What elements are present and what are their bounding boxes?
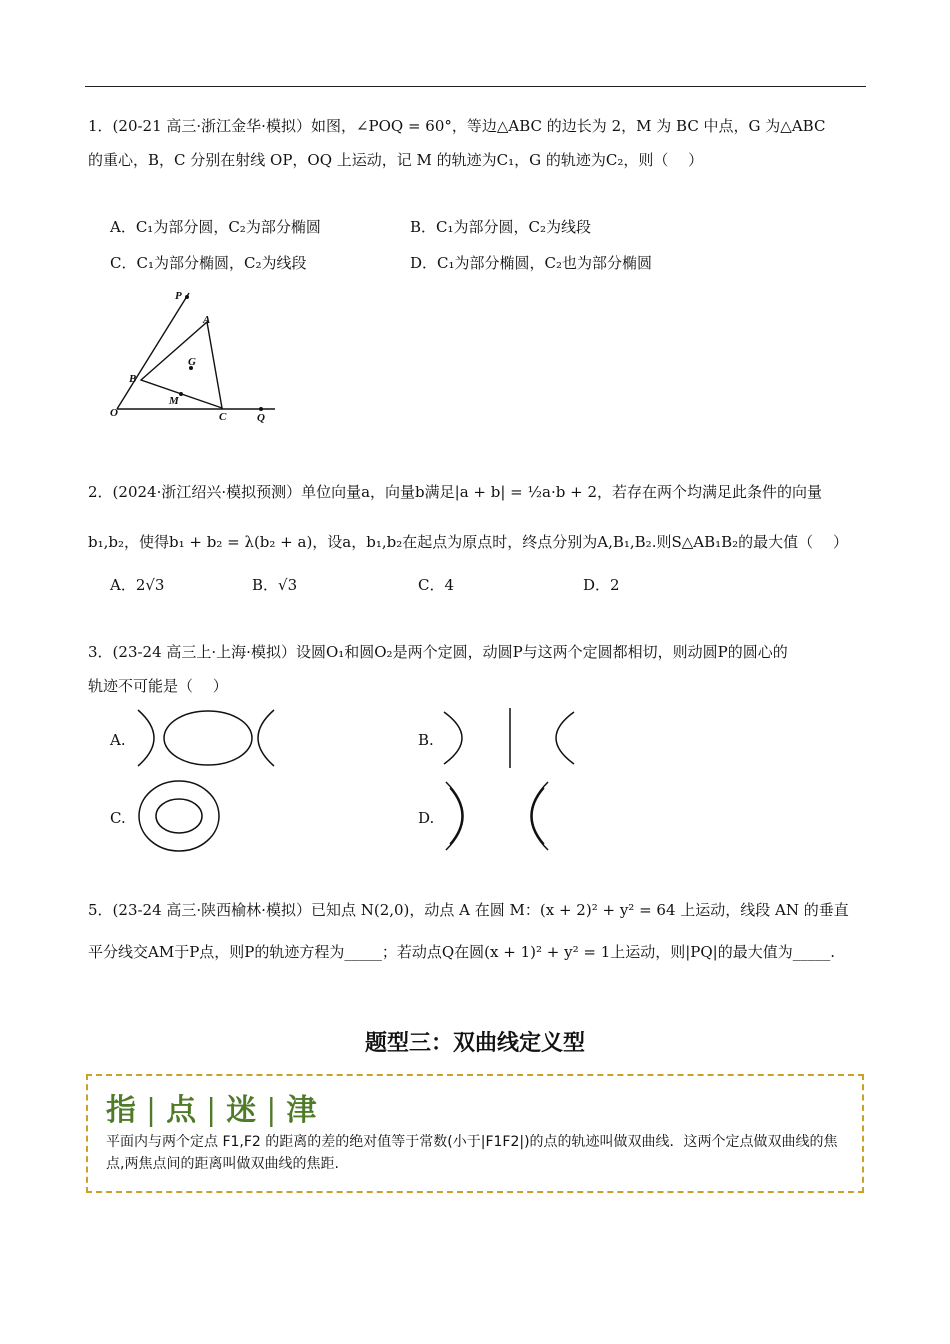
label-m: M: [169, 395, 179, 407]
q3-line-1: 3．(23-24 高三上·上海·模拟）设圆O₁和圆O₂是两个定圆，动圆P与这两个定圆都相切，则动圆P的圆心的: [88, 643, 788, 661]
q3-figure-b: [440, 706, 580, 770]
q2-option-c: C．4: [418, 576, 455, 594]
tip-heading-char-2: 点: [166, 1093, 199, 1128]
q1-figure: [105, 285, 285, 425]
q5-line-2: 平分线交AM于P点，则P的轨迹方程为_____；若动点Q在圆(x + 1)² + y² = 1上运动，则|PQ|的最大值为_____.: [88, 943, 836, 961]
label-a: A: [203, 314, 211, 326]
q1-option-c: C．C₁为部分椭圆，C₂为线段: [110, 254, 307, 272]
q3-option-c: C.: [110, 809, 126, 827]
label-c: C: [219, 411, 227, 423]
q1-line-2: 的重心，B，C 分别在射线 OP，OQ 上运动，记 M 的轨迹为C₁，G 的轨迹为C₂，则（ ）: [88, 151, 704, 169]
q2-line-2: b₁,b₂，使得b₁ + b₂ = λ(b₂ + a)，设a，b₁,b₂在起点为原点时，终点分别为A,B₁,B₂.则S△AB₁B₂的最大值（ ）: [88, 533, 848, 551]
tip-text: 平面内与两个定点 F1,F2 的距离的差的绝对值等于常数(小于|F1F2|)的点的轨迹叫做双曲线．这两个定点做双曲线的焦点,两焦点间的距离叫做双曲线的焦距.: [106, 1134, 838, 1172]
q2-option-a: A．2√3: [110, 576, 165, 594]
label-o: O: [110, 407, 118, 419]
label-q: Q: [257, 412, 265, 424]
q2-option-b: B．√3: [252, 576, 298, 594]
q2-option-d: D．2: [583, 576, 620, 594]
q3-figure-a: [130, 706, 280, 770]
label-p: P: [175, 290, 182, 302]
tip-heading-char-4: 津: [286, 1093, 319, 1128]
tip-heading-char-1: 指: [106, 1093, 138, 1128]
q1-line-1: 1．(20-21 高三·浙江金华·模拟）如图，∠POQ = 60°，等边△ABC 的边长为 2，M 为 BC 中点，G 为△ABC: [88, 117, 826, 135]
q1-option-b: B．C₁为部分圆，C₂为线段: [410, 218, 592, 236]
q3-option-d: D.: [418, 809, 435, 827]
tip-heading-char-3: 迷: [226, 1093, 259, 1128]
q3-figure-d: [440, 778, 570, 854]
label-g: G: [188, 356, 196, 368]
label-b: B: [129, 373, 137, 385]
q2-line-1: 2．(2024·浙江绍兴·模拟预测）单位向量a，向量b满足|a + b| = ½a·b + 2，若存在两个均满足此条件的向量: [88, 483, 823, 501]
q1-option-a: A．C₁为部分圆，C₂为部分椭圆: [110, 218, 321, 236]
section-title: 题型三：双曲线定义型: [364, 1031, 585, 1056]
ray-op: [117, 293, 189, 409]
q3-option-b: B.: [418, 731, 434, 749]
q3-option-a: A.: [110, 731, 126, 749]
q1-option-d: D．C₁为部分椭圆，C₂也为部分椭圆: [410, 254, 653, 272]
q3-figure-c: [136, 778, 222, 854]
header-rule: [85, 86, 866, 87]
q3-line-2: 轨迹不可能是（ ）: [88, 677, 228, 695]
q5-line-1: 5．(23-24 高三·陕西榆林·模拟）已知点 N(2,0)，动点 A 在圆 M：(x + 2)² + y² = 64 上运动，线段 AN 的垂直: [88, 901, 849, 919]
tip-heading: 指 | 点 | 迷 | 津: [106, 1093, 319, 1128]
